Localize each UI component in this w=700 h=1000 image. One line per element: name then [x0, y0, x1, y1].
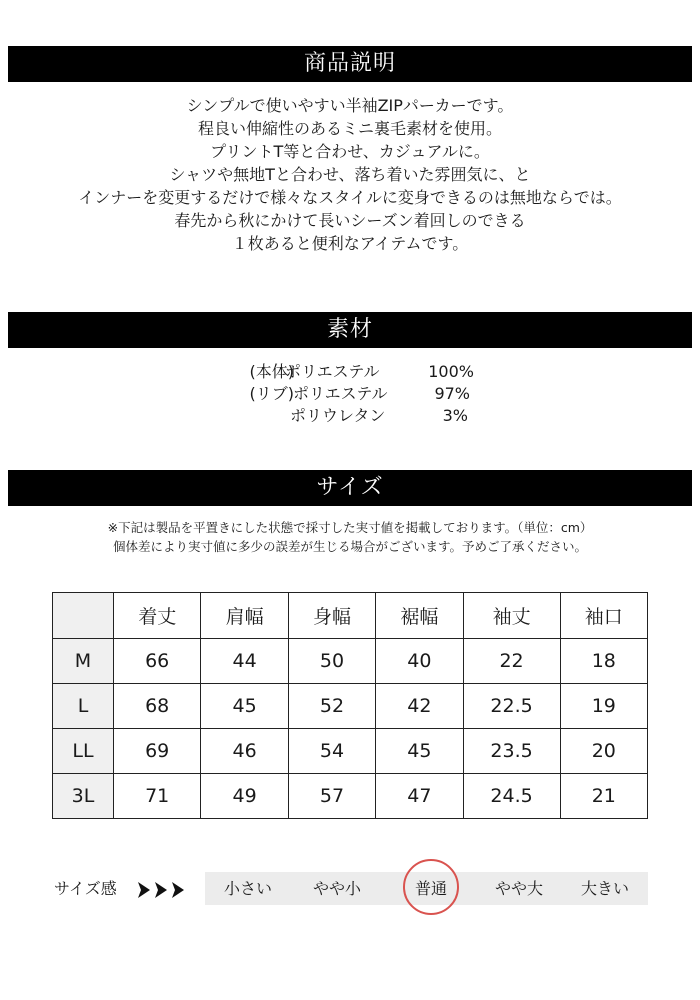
section-header-description [8, 46, 692, 82]
size-value: 40 [376, 639, 463, 684]
size-value: 46 [201, 729, 288, 774]
fit-option-large: 大きい [580, 879, 629, 898]
size-fit-scale [0, 870, 700, 906]
table-row [53, 639, 648, 684]
material-percent: 100% [428, 362, 474, 381]
size-table-corner [53, 593, 114, 639]
section-header-size [8, 470, 692, 506]
description-line: 春先から秋にかけて長いシーズン着回しのできる [174, 211, 526, 230]
section-header-material [8, 312, 692, 348]
size-value: 21 [560, 774, 647, 819]
table-row [53, 774, 648, 819]
material-part: (リブ) [249, 384, 294, 403]
size-value: 24.5 [463, 774, 560, 819]
size-table-header: 裾幅 [376, 593, 463, 639]
size-label: LL [53, 729, 114, 774]
description-line: インナーを変更するだけで様々なスタイルに変身できるのは無地ならでは。 [78, 188, 622, 207]
size-note-line: 個体差により実寸値に多少の誤差が生じる場合がございます。予めご了承ください。 [112, 539, 587, 554]
size-value: 47 [376, 774, 463, 819]
description-line: シンプルで使いやすい半袖ZIPパーカーです。 [186, 96, 514, 115]
size-value: 69 [114, 729, 201, 774]
description-line: 程良い伸縮性のあるミニ裏毛素材を使用。 [197, 119, 502, 138]
material-percent: 97% [434, 384, 470, 403]
fit-option-slightly-large: やや大 [494, 879, 543, 898]
size-table-header: 肩幅 [201, 593, 288, 639]
size-value: 18 [560, 639, 647, 684]
size-title: サイズ [316, 475, 384, 500]
size-value: 57 [288, 774, 375, 819]
size-label: 3L [53, 774, 114, 819]
size-value: 22 [463, 639, 560, 684]
size-table [52, 592, 648, 819]
size-table-header-row [53, 593, 648, 639]
size-fit-track [205, 872, 648, 905]
material-name: ポリエステル [293, 384, 388, 403]
product-description [0, 94, 700, 255]
material-row [0, 361, 700, 383]
size-value: 20 [560, 729, 647, 774]
size-value: 45 [201, 684, 288, 729]
size-table-header: 袖丈 [463, 593, 560, 639]
description-line: １枚あると便利なアイテムです。 [231, 234, 469, 253]
fit-option-small: 小さい [223, 879, 272, 898]
description-line: プリントT等と合わせ、カジュアルに。 [210, 142, 490, 161]
size-label: M [53, 639, 114, 684]
size-value: 23.5 [463, 729, 560, 774]
size-value: 50 [288, 639, 375, 684]
size-value: 71 [114, 774, 201, 819]
material-name: ポリウレタン [290, 406, 386, 425]
size-note [0, 518, 700, 556]
size-value: 49 [201, 774, 288, 819]
size-value: 22.5 [463, 684, 560, 729]
fit-option-normal-label: 普通 [414, 879, 447, 898]
material-row [0, 383, 700, 405]
size-table-header: 身幅 [288, 593, 375, 639]
material-name: ポリエステル [285, 362, 380, 381]
size-value: 68 [114, 684, 201, 729]
table-row [53, 684, 648, 729]
size-value: 45 [376, 729, 463, 774]
selected-circle-marker [403, 859, 459, 915]
material-title: 素材 [326, 317, 373, 342]
description-line: シャツや無地Tと合わせ、落ち着いた雰囲気に、と [169, 165, 531, 184]
fit-option-normal [388, 872, 474, 905]
material-part: (本体) [249, 362, 294, 381]
size-value: 42 [376, 684, 463, 729]
size-fit-label: サイズ感 [54, 879, 117, 898]
size-table-header: 着丈 [114, 593, 201, 639]
size-value: 52 [288, 684, 375, 729]
triple-arrow-right-icon [138, 880, 190, 900]
size-table-header: 袖口 [560, 593, 647, 639]
description-title: 商品説明 [303, 51, 396, 76]
table-row [53, 729, 648, 774]
size-value: 19 [560, 684, 647, 729]
size-note-line: ※下記は製品を平置きにした状態で採寸した実寸値を掲載しております。（単位：cm） [107, 520, 593, 535]
size-value: 44 [201, 639, 288, 684]
material-percent: 3% [442, 406, 468, 425]
fit-option-slightly-small: やや小 [312, 879, 361, 898]
size-value: 54 [288, 729, 375, 774]
size-value: 66 [114, 639, 201, 684]
material-row [0, 405, 700, 427]
size-label: L [53, 684, 114, 729]
